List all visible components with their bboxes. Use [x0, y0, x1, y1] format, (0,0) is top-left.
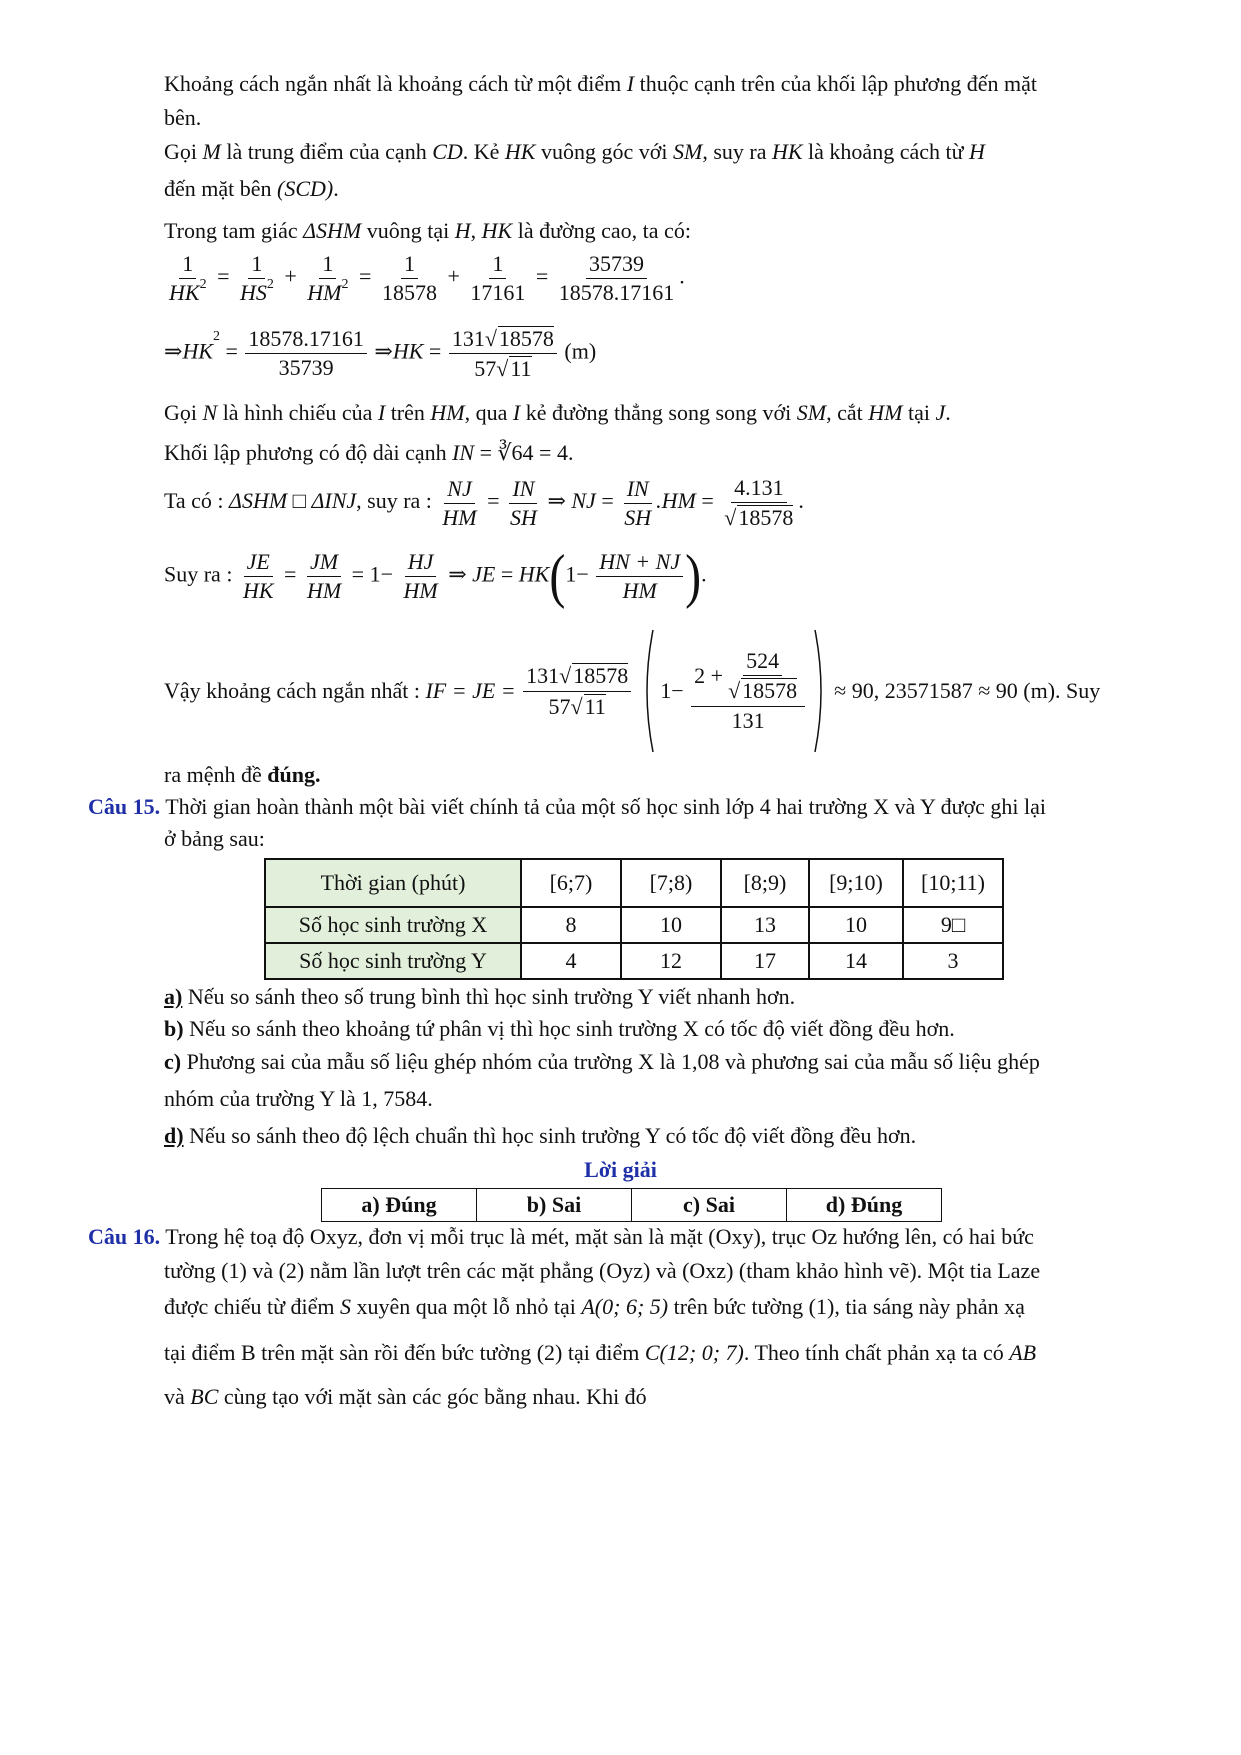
text-line: Trong tam giác ΔSHM vuông tại H, HK là đường cao, ta có:: [164, 218, 691, 243]
table-row: Số học sinh trường X 8 10 13 10 9□: [265, 907, 1003, 943]
option-d: d) Nếu so sánh theo độ lệch chuẩn thì học sinh trường Y có tốc độ viết đồng đều hơn.: [164, 1123, 917, 1148]
text-line: Gọi N là hình chiếu của I trên HM, qua I kẻ đường thẳng song song với SM, cắt HM tại J.: [164, 400, 951, 425]
text-line: bên.: [164, 105, 202, 130]
option-a: a) Nếu so sánh theo số trung bình thì học sinh trường Y viết nhanh hơn.: [164, 984, 796, 1009]
equation-4: Suy ra : $\frac{JE}{HK}$ = $\frac{JM}{HM}$ = 1− $\frac{HJ}{HM}$ ⇒ JE = HK(1− $\frac{HN + NJ}{HM}$ ).: [164, 542, 707, 610]
data-table: [264, 858, 1004, 980]
text-line: được chiếu từ điểm S xuyên qua một lỗ nhỏ tại A(0; 6; 5) trên bức tường (1), tia sáng này phản xạ: [164, 1294, 1025, 1319]
text-line: Khối lập phương có độ dài cạnh IN = ∛64 = 4.: [164, 440, 574, 465]
table-row: Thời gian (phút) [6;7) [7;8) [8;9) [9;10) [10;11): [265, 859, 1003, 907]
text-line: đến mặt bên (SCD).: [164, 176, 339, 201]
text-line: tường (1) và (2) nằm lần lượt trên các mặt phẳng (Oyz) và (Oxz) (tham khảo hình vẽ). Một tia Laze: [164, 1258, 1041, 1283]
text-line: nhóm của trường Y là 1, 7584.: [164, 1086, 433, 1111]
text-line: và BC cùng tạo với mặt sàn các góc bằng nhau. Khi đó: [164, 1384, 647, 1409]
table-row: a) Đúng b) Sai c) Sai d) Đúng: [322, 1189, 942, 1222]
table-row: Số học sinh trường Y 4 12 17 14 3: [265, 943, 1003, 979]
text-line: tại điểm B trên mặt sàn rồi đến bức tường (2) tại điểm C(12; 0; 7). Theo tính chất phản xạ ta có AB: [164, 1340, 1037, 1365]
text-line: Khoảng cách ngắn nhất là khoảng cách từ một điểm I thuộc cạnh trên của khối lập phương đến mặt: [164, 71, 1038, 96]
question-15: Câu 15. Thời gian hoàn thành một bài viết chính tả của một số học sinh lớp 4 hai trường X và Y được ghi lại: [88, 794, 1046, 819]
option-b: b) Nếu so sánh theo khoảng tứ phân vị thì học sinh trường X có tốc độ viết đồng đều hơn.: [164, 1016, 955, 1041]
equation-2: $\Rightarrow HK^2$ = $\frac{18578.17161}{35739}$ ⇒HK = $\frac{131√18578}{57√11}$ (m): [164, 326, 597, 382]
question-16: Câu 16. Trong hệ toạ độ Oxyz, đơn vị mỗi trục là mét, mặt sàn là mặt (Oxy), trục Oz hướng lên, có hai bức: [88, 1224, 1034, 1249]
left-paren-icon: [639, 628, 655, 754]
text-line: Gọi M là trung điểm của cạnh CD. Kẻ HK vuông góc với SM, suy ra HK là khoảng cách từ H: [164, 139, 985, 164]
text-line: ở bảng sau:: [164, 826, 265, 851]
right-paren-icon: [813, 628, 829, 754]
solution-title: Lời giải: [584, 1157, 657, 1182]
equation-3: Ta có : ΔSHM □ ΔINJ, suy ra : $\frac{NJ}{HM}$ = $\frac{IN}{SH}$ ⇒ NJ = $\frac{IN}{SH}$ .HM = $\frac{4.131}{√18578}$ .: [164, 475, 804, 531]
answer-table: [321, 1188, 942, 1222]
text-line: ra mệnh đề đúng.: [164, 762, 321, 787]
equation-5: Vậy khoảng cách ngắn nhất : IF = JE = $\frac{131√18578}{57√11}$ 1− 2 + $\frac{524}{√18578}$ 131 ≈ 90, 23571587 ≈ 90 (m). Suy: [164, 628, 1100, 754]
option-c: c) Phương sai của mẫu số liệu ghép nhóm của trường X là 1,08 và phương sai của mẫu số liệu ghép: [164, 1049, 1040, 1074]
equation-1: $\frac{1}{HK^2}$ = $\frac{1}{HS^2}$ + $\frac{1}{HM^2}$ = $\frac{1}{18578}$ + $\frac{1}{17161}$ = $\frac{35739}{18578.17161}$ .: [169, 251, 685, 306]
question-label: Câu 15.: [88, 794, 161, 819]
question-label: Câu 16.: [88, 1224, 161, 1249]
